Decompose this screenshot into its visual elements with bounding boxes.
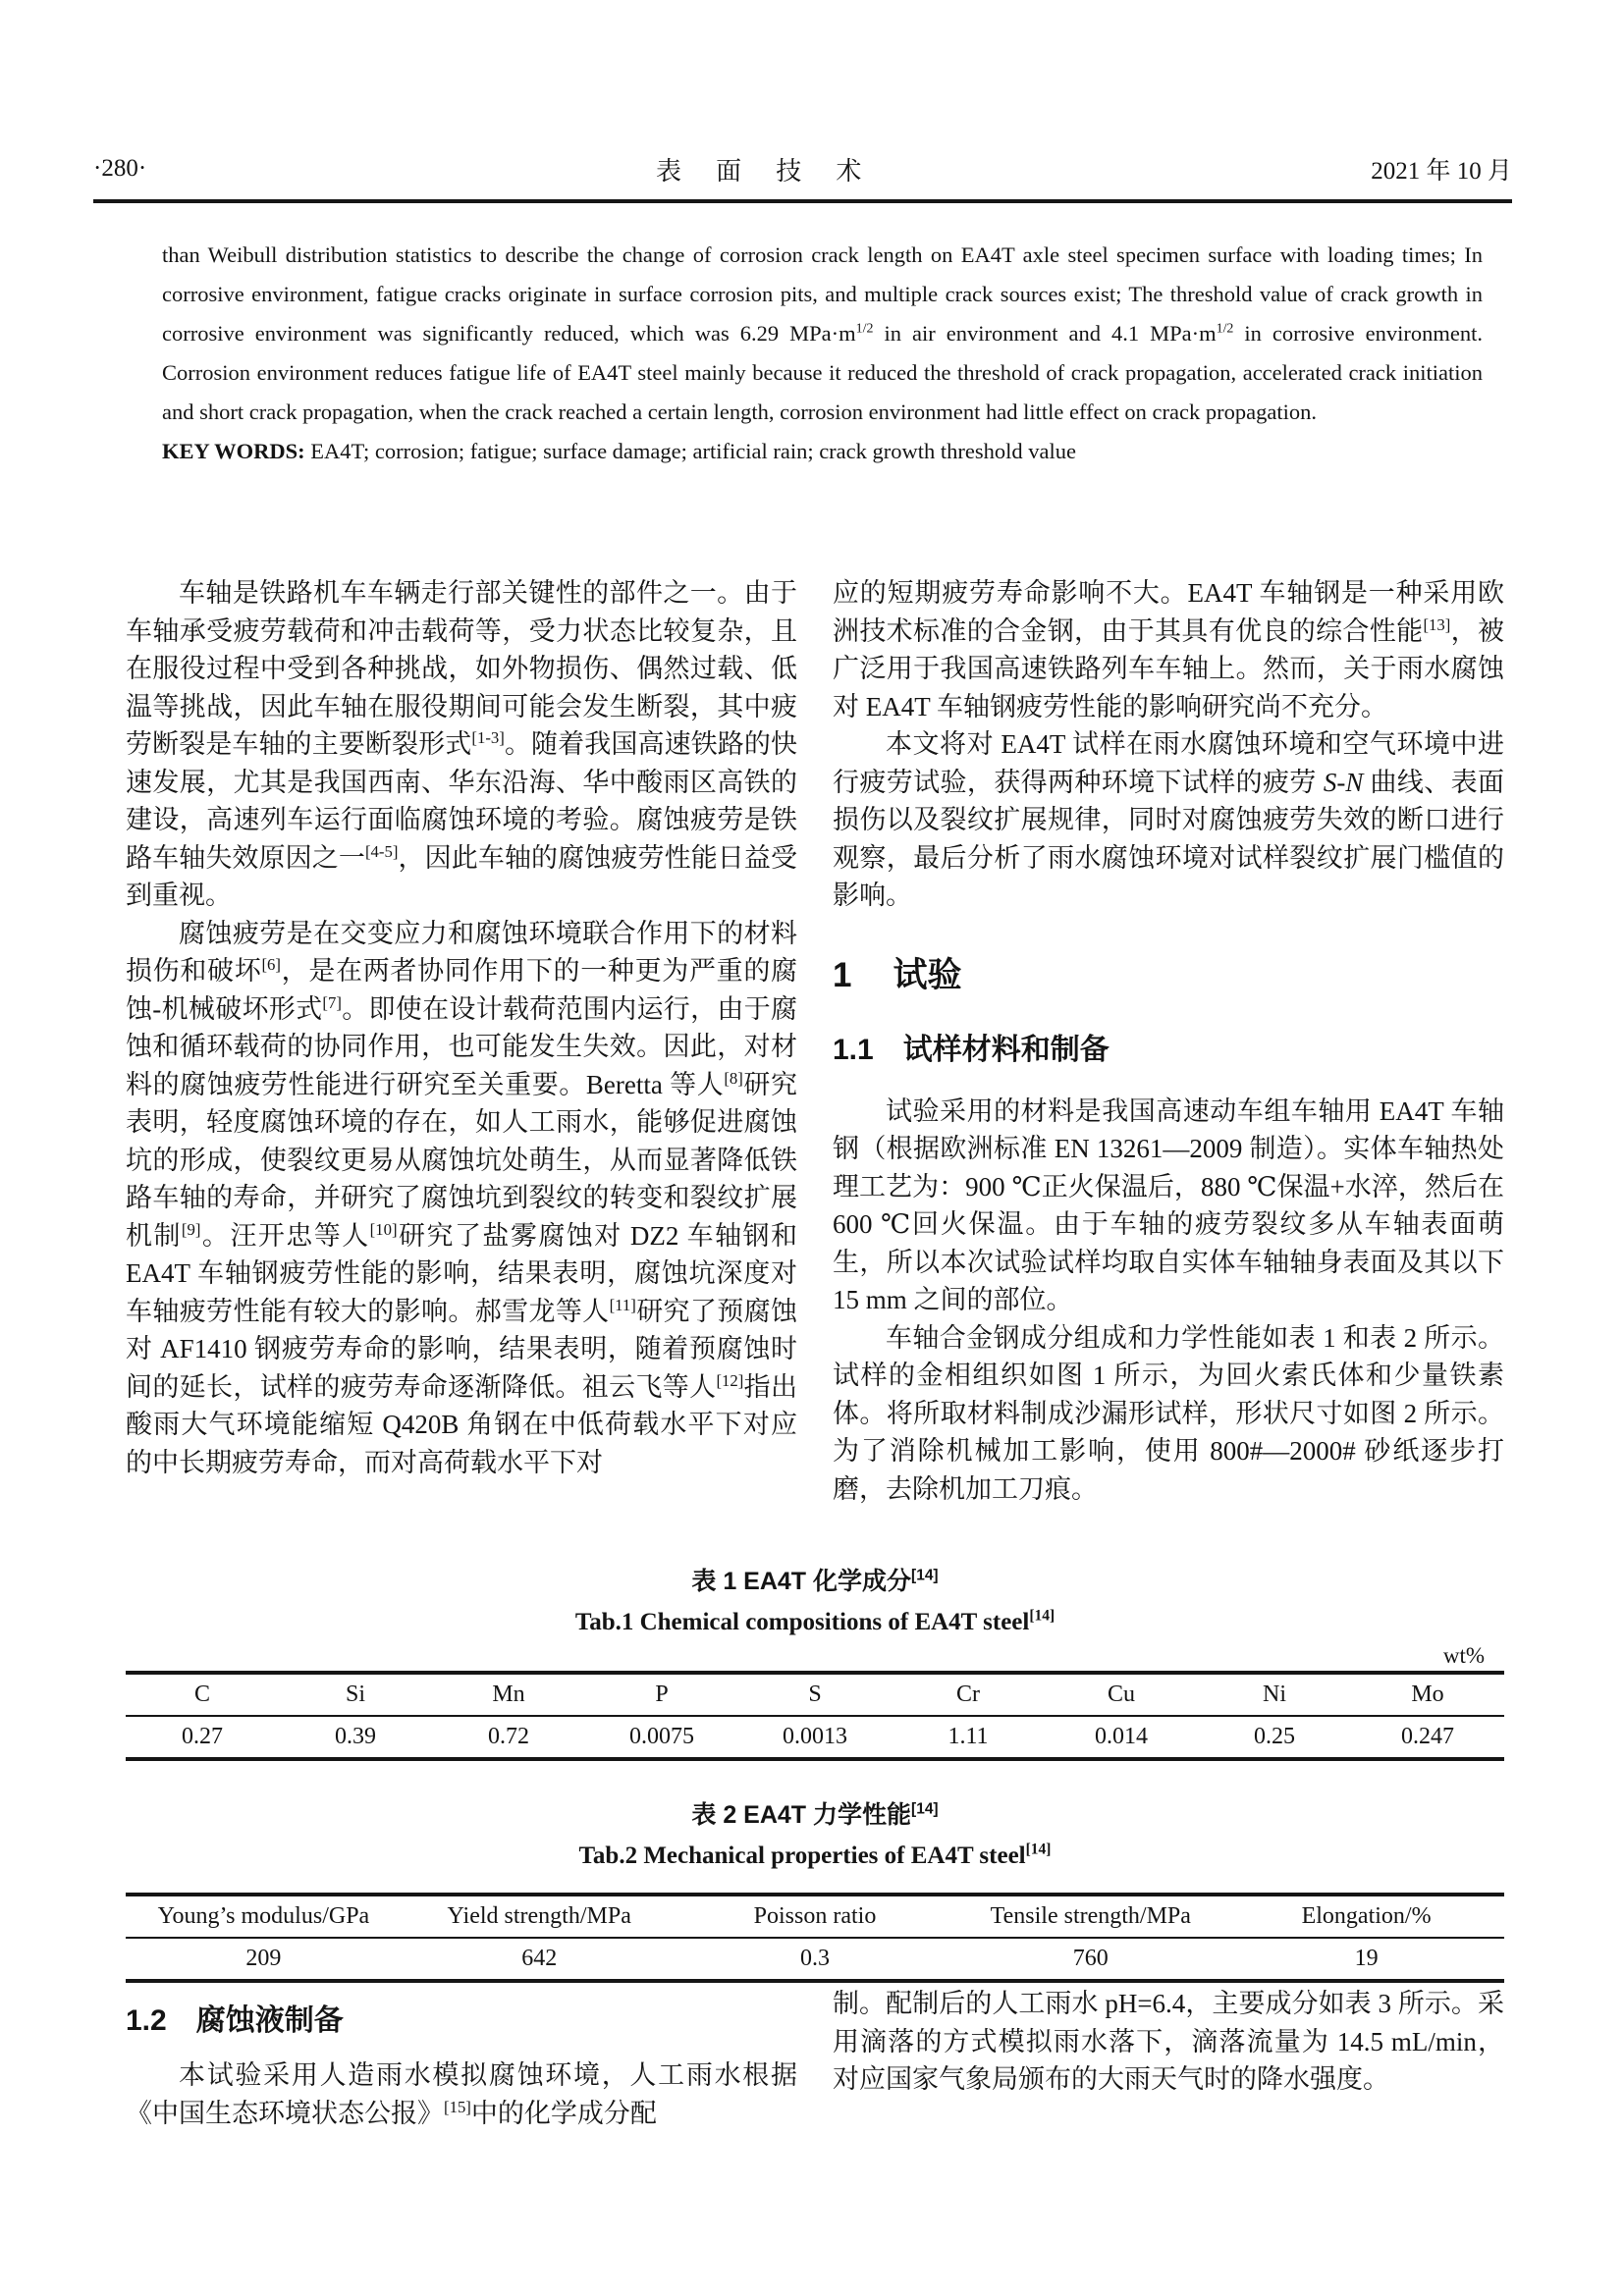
table2-header-cell: Yield strength/MPa (447, 1903, 631, 1929)
table2-gap (126, 1871, 1504, 1893)
table2-value-cell: 642 (521, 1946, 558, 1971)
table1-value-cell: 0.25 (1254, 1724, 1295, 1749)
abstract-block (162, 236, 1483, 471)
table2-header-cell: Tensile strength/MPa (990, 1903, 1191, 1929)
table1-header-cell: Cr (956, 1682, 980, 1707)
keywords-line: KEY WORDS: EA4T; corrosion; fatigue; surface damage; artificial rain; crack growth threshold value (162, 439, 1076, 463)
table2-mechanical-properties (126, 1893, 1504, 1983)
section-1-2-heading (126, 2005, 797, 2037)
issue-date: 2021 年 10 月 (1371, 158, 1512, 185)
table1-unit-label: wt% (1442, 1643, 1485, 1668)
table1-header-row (126, 1673, 1504, 1716)
table2-header-cell: Elongation/% (1301, 1903, 1432, 1929)
body-column-right (833, 574, 1504, 1508)
section-1-2-number: 1.2 (126, 2004, 167, 2037)
tables-block (126, 1567, 1504, 1983)
table1-caption-zh: 表 1 EA4T 化学成分[14] (691, 1567, 939, 1595)
bottom-column-right (833, 1985, 1504, 2099)
tables-gap (126, 1761, 1504, 1800)
paragraph-intro-4: 本文将对 EA4T 试样在雨水腐蚀环境和空气环境中进行疲劳试验，获得两种环境下试样的疲劳 S-N 曲线、表面损伤以及裂纹扩展规律，同时对腐蚀疲劳失效的断口进行观察，最后分析了雨水腐蚀环境对试样裂纹扩展门槛值的影响。 (833, 729, 1504, 910)
table1-caption-en: Tab.1 Chemical compositions of EA4T steel[14] (574, 1607, 1056, 1635)
paragraph-intro-2: 腐蚀疲劳是在交变应力和腐蚀环境联合作用下的材料损伤和破坏[6]，是在两者协同作用下的一种更为严重的腐蚀-机械破坏形式[7]。即使在设计载荷范围内运行，由于腐蚀和循环载荷的协同作用，也可能发生失效。因此，对材料的腐蚀疲劳性能进行研究至关重要。Beretta 等人[8]研究表明，轻度腐蚀环境的存在，如人工雨水，能够促进腐蚀坑的形成，使裂纹更易从腐蚀坑处萌生，从而显著降低铁路车轴的寿命，并研究了腐蚀坑到裂纹的转变和裂纹扩展机制[9]。汪开忠等人[10]研究了盐雾腐蚀对 DZ2 车轴钢和 EA4T 车轴钢疲劳性能的影响，结果表明，腐蚀坑深度对车轴疲劳性能有较大的影响。郝雪龙等人[11]研究了预腐蚀对 AF1410 钢疲劳寿命的影响，结果表明，随着预腐蚀时间的延长，试样的疲劳寿命逐渐降低。祖云飞等人[12]指出酸雨大气环境能缩短 Q420B 角钢在中低荷载水平下对应的中长期疲劳寿命，而对高荷载水平下对 (126, 918, 798, 1477)
paragraph-solution-1: 本试验采用人造雨水模拟腐蚀环境，人工雨水根据《中国生态环境状态公报》[15]中的化学成分配 (126, 2060, 797, 2128)
table1-value-cell: 0.39 (335, 1724, 376, 1749)
table1-header-cell: C (193, 1682, 210, 1707)
bottom-column-left (126, 2005, 797, 2132)
table2-value-cell: 0.3 (799, 1946, 830, 1971)
table2-value-cell: 760 (1072, 1946, 1109, 1971)
table1-value-cell: 0.247 (1401, 1724, 1454, 1749)
table2-header-row (126, 1895, 1504, 1938)
table1-header-cell: S (808, 1682, 822, 1707)
paragraph-materials-2: 车轴合金钢成分组成和力学性能如表 1 和表 2 所示。试样的金相组织如图 1 所示，为回火索氏体和少量铁素体。将所取材料制成沙漏形试样，形状尺寸如图 2 所示。为了消除机械加工影响，使用 800#—2000# 砂纸逐步打磨，去除机加工刀痕。 (833, 1322, 1504, 1504)
table2-value-cell: 19 (1354, 1946, 1379, 1971)
section-1-1-heading (833, 1035, 1504, 1066)
paragraph-solution-2: 制。配制后的人工雨水 pH=6.4，主要成分如表 3 所示。采用滴落的方式模拟雨水落下，滴落流量为 14.5 mL/min，对应国家气象局颁布的大雨天气时的降水强度。 (833, 1989, 1504, 2094)
table1-value-cell: 0.0013 (783, 1724, 847, 1749)
table2-caption-en: Tab.2 Mechanical properties of EA4T steel[14] (578, 1841, 1052, 1869)
table1-value-cell: 0.0075 (629, 1724, 694, 1749)
section-1-1-title: 试样材料和制备 (902, 1033, 1110, 1066)
section-1-heading (833, 955, 1504, 994)
table2-caption-zh: 表 2 EA4T 力学性能[14] (691, 1800, 939, 1829)
paragraph-intro-3: 应的短期疲劳寿命影响不大。EA4T 车轴钢是一种采用欧洲技术标准的合金钢，由于其具有优良的综合性能[13]，被广泛用于我国高速铁路列车车轴上。然而，关于雨水腐蚀对 EA4T 车轴钢疲劳性能的影响研究尚不充分。 (833, 578, 1505, 721)
table1-header-cell: Mn (492, 1682, 525, 1707)
abstract-text: than Weibull distribution statistics to describe the change of corrosion crack length on EA4T axle steel specimen surface with loading times; In corrosive environment, fatigue cracks originate in surface corrosion pits, and multiple crack sources exist; The threshold value of crack growth in corrosive environment was significantly reduced, which was 6.29 $MPa\cdot m^{1/2}$ in air environment and 4.1 $MPa\cdot m^{1/2}$ in corrosive environment. Corrosion environment reduces fatigue life of EA4T steel mainly because it reduced the threshold of crack propagation, accelerated crack initiation and short crack propagation, when the crack reached a certain length, corrosion environment had little effect on crack propagation. (162, 242, 1483, 424)
section-1-number: 1 (833, 955, 852, 994)
table1-value-cell: 0.27 (182, 1724, 223, 1749)
header-rule (93, 199, 1512, 203)
table1-header-cell: Cu (1107, 1682, 1135, 1707)
table2-header-cell: Young’s modulus/GPa (157, 1903, 370, 1929)
journal-title: 表 面 技 术 (656, 156, 876, 186)
section-1-title: 试验 (893, 955, 962, 994)
table1-header-cell: Ni (1263, 1682, 1286, 1707)
table1-value-row (126, 1716, 1504, 1759)
table1-header-cell: P (655, 1682, 669, 1707)
table2-value-row (126, 1938, 1504, 1981)
paragraph-intro-1: 车轴是铁路机车车辆走行部关键性的部件之一。由于车轴承受疲劳载荷和冲击载荷等，受力状态比较复杂，且在服役过程中受到各种挑战，如外物损伤、偶然过载、低温等挑战，因此车轴在服役期间可能会发生断裂，其中疲劳断裂是车轴的主要断裂形式[1-3]。随着我国高速铁路的快速发展，尤其是我国西南、华东沿海、华中酸雨区高铁的建设，高速列车运行面临腐蚀环境的考验。腐蚀疲劳是铁路车轴失效原因之一[4-5]，因此车轴的腐蚀疲劳性能日益受到重视。 (126, 578, 798, 910)
table1-value-cell: 0.72 (488, 1724, 529, 1749)
paragraph-materials-1: 试验采用的材料是我国高速动车组车轴用 EA4T 车轴钢（根据欧洲标准 EN 13261—2009 制造）。实体车轴热处理工艺为：900 ℃正火保温后，880 ℃保温+水淬，然后在 600 ℃回火保温。由于车轴的疲劳裂纹多从车轴表面萌生，所以本次试验试样均取自实体车轴轴身表面及其以下 15 mm 之间的部位。 (833, 1095, 1504, 1314)
section-1-2-title: 腐蚀液制备 (195, 2004, 344, 2037)
page-number: ·280· (93, 155, 147, 182)
section-1-1-number: 1.1 (833, 1033, 874, 1066)
table1-header-cell: Si (345, 1682, 365, 1707)
table2-value-cell: 209 (245, 1946, 282, 1971)
table1-value-cell: 0.014 (1095, 1724, 1148, 1749)
table2-header-cell: Poisson ratio (753, 1903, 877, 1929)
body-column-left (126, 574, 797, 1481)
table1-value-cell: 1.11 (947, 1724, 989, 1749)
table1-header-cell: Mo (1411, 1682, 1444, 1707)
running-header (93, 149, 1512, 188)
table1-chemical-compositions (126, 1671, 1504, 1761)
